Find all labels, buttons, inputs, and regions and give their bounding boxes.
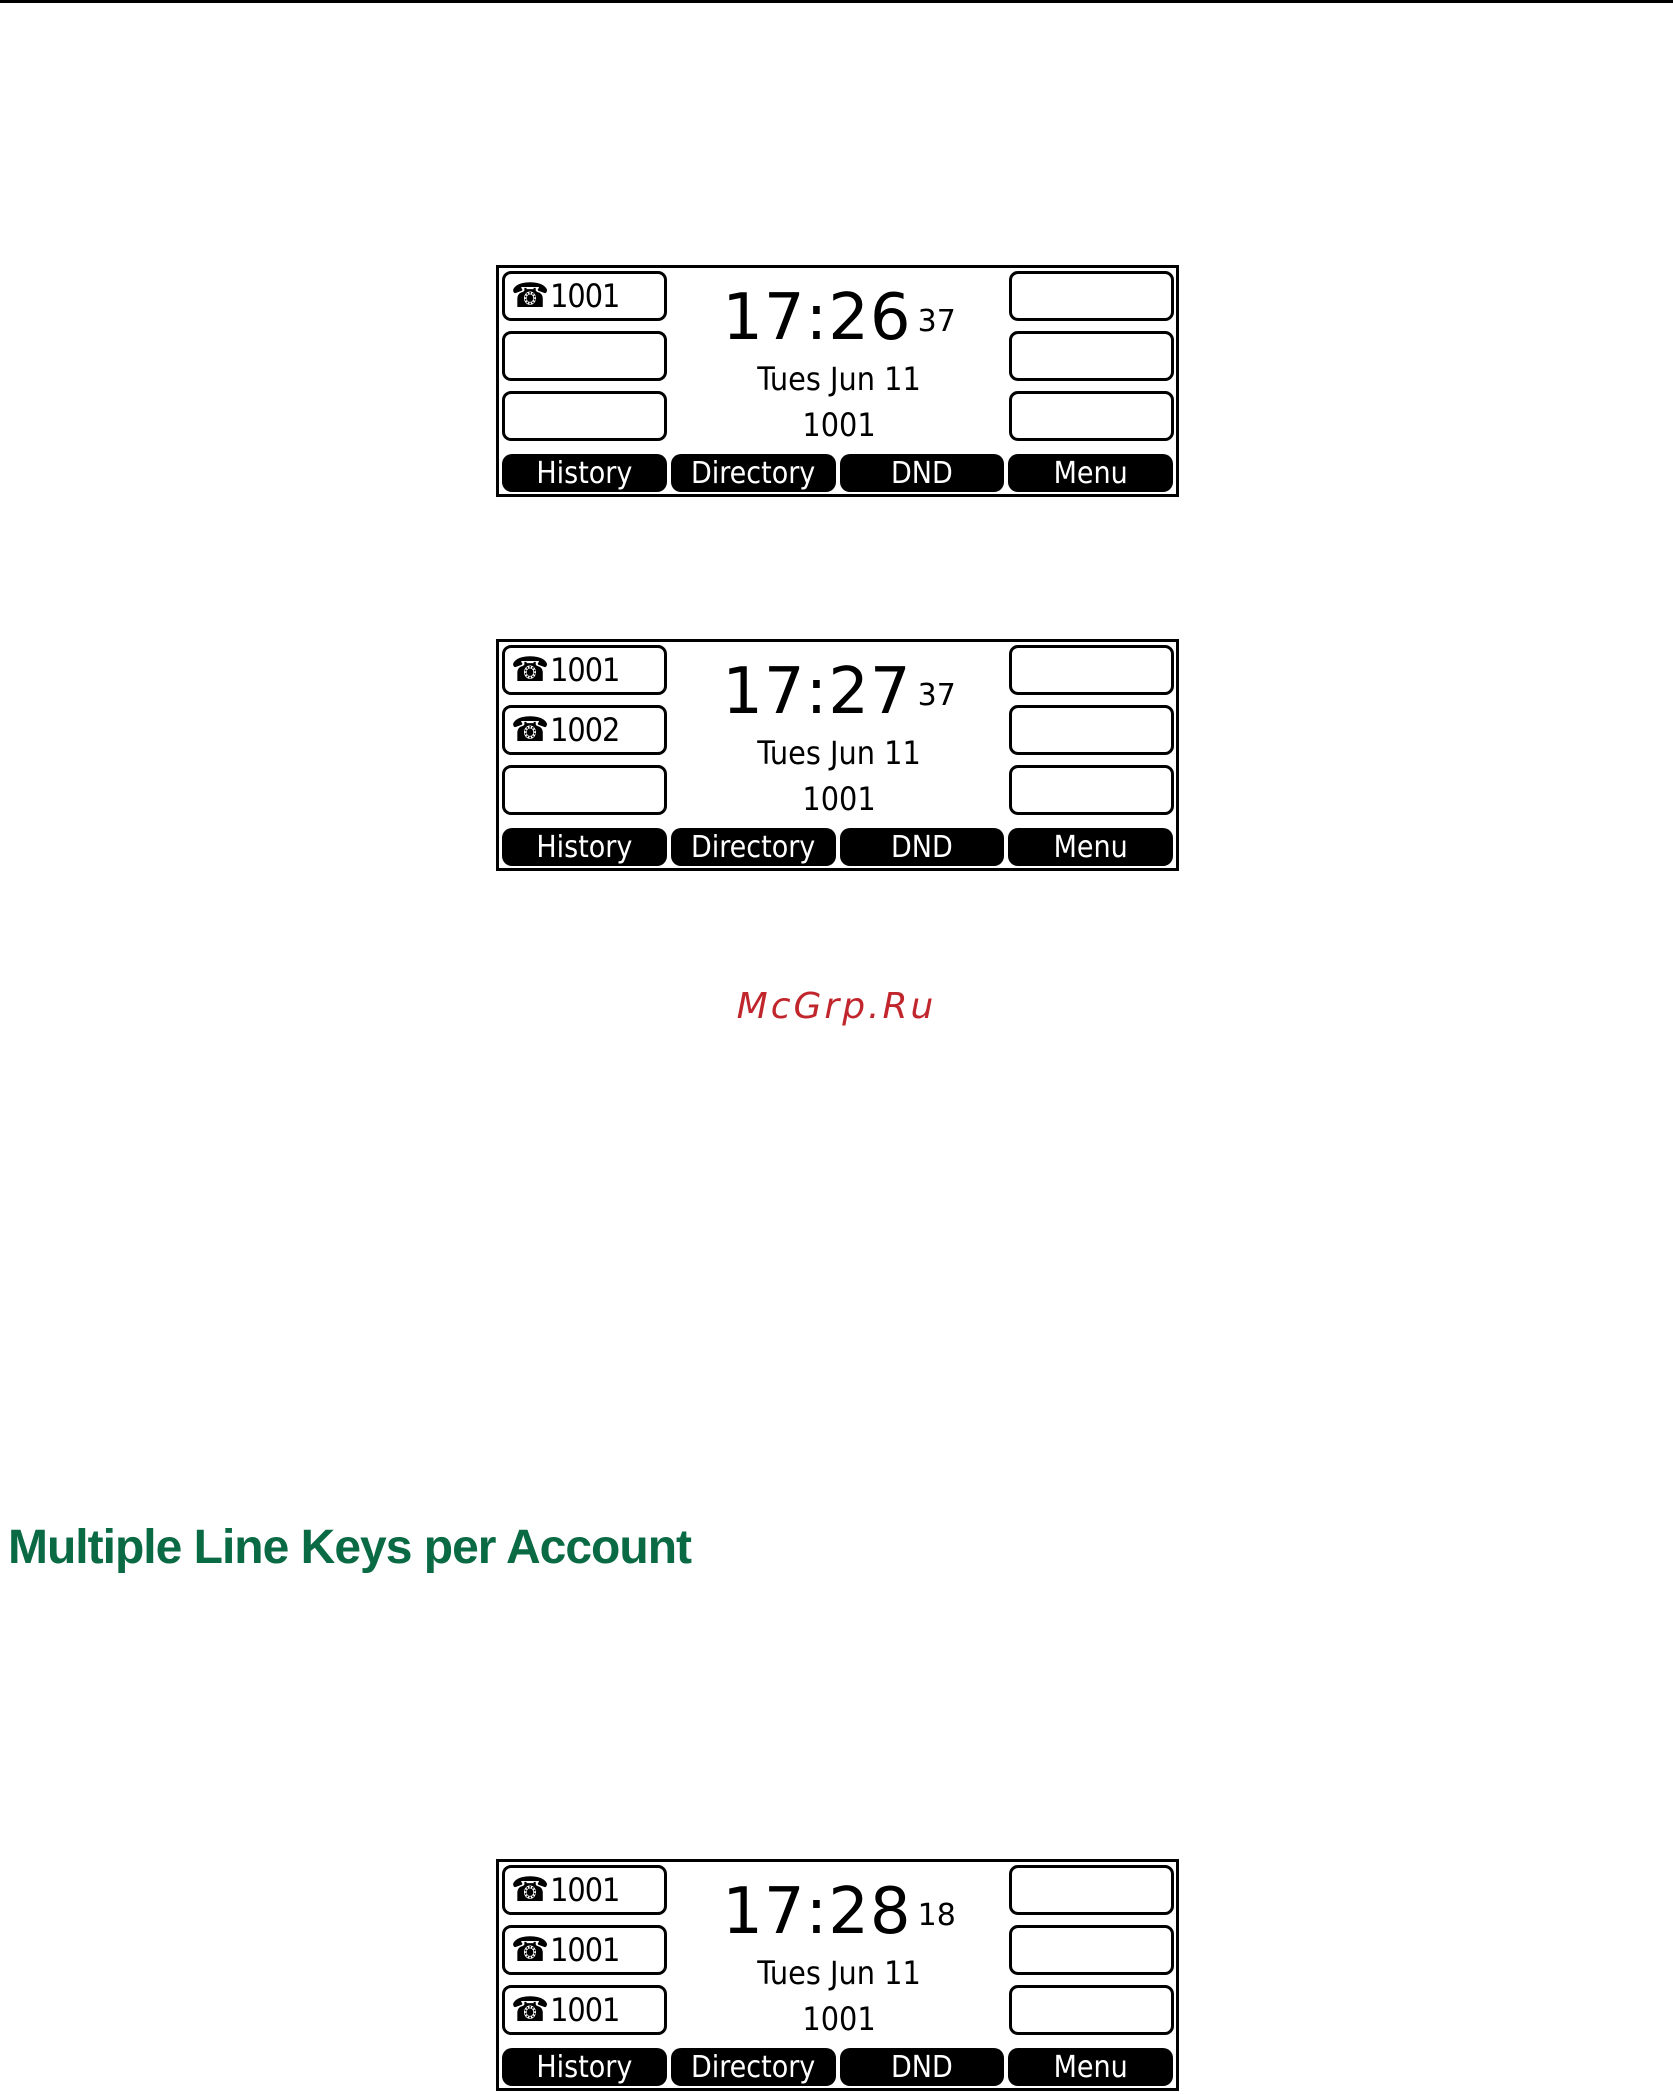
phone-screen-2 <box>496 639 1179 871</box>
line-key-2[interactable] <box>502 705 667 755</box>
page-top-rule <box>0 0 1673 3</box>
phone-screen-3 <box>496 1859 1179 2091</box>
phone-screen-1 <box>496 265 1179 497</box>
line-key-3[interactable] <box>502 1985 667 2035</box>
section-heading: Multiple Line Keys per Account <box>8 1521 691 1574</box>
account-display: 1001 <box>802 2000 876 2038</box>
line-key-4[interactable] <box>1009 271 1174 321</box>
line-key-1[interactable] <box>502 271 667 321</box>
phone-icon: ☎ <box>511 710 549 750</box>
line-key-5[interactable] <box>1009 705 1174 755</box>
clock-time: 17:28 <box>722 1875 912 1949</box>
phone-icon: ☎ <box>511 1870 549 1910</box>
line-key-2[interactable] <box>502 1925 667 1975</box>
softkey-bar <box>502 828 1173 866</box>
clock <box>669 1875 1009 1949</box>
clock-seconds: 18 <box>917 1898 956 1933</box>
phone-icon: ☎ <box>511 1990 549 2030</box>
date-display: Tues Jun 11 <box>757 1954 921 1992</box>
history-softkey[interactable]: History <box>502 2048 667 2086</box>
clock <box>669 655 1009 729</box>
line-key-label: 1001 <box>550 651 620 689</box>
line-key-5[interactable] <box>1009 331 1174 381</box>
history-softkey[interactable]: History <box>502 454 667 492</box>
account-display: 1001 <box>802 406 876 444</box>
menu-softkey[interactable]: Menu <box>1008 454 1173 492</box>
line-key-4[interactable] <box>1009 645 1174 695</box>
menu-softkey[interactable]: Menu <box>1008 828 1173 866</box>
line-key-5[interactable] <box>1009 1925 1174 1975</box>
line-key-1[interactable] <box>502 645 667 695</box>
line-key-6[interactable] <box>1009 391 1174 441</box>
clock <box>669 281 1009 355</box>
directory-softkey[interactable]: Directory <box>671 454 836 492</box>
phone-icon: ☎ <box>511 650 549 690</box>
phone-icon: ☎ <box>511 276 549 316</box>
line-key-3[interactable] <box>502 391 667 441</box>
watermark-text: McGrp.Ru <box>736 986 937 1027</box>
line-key-label: 1001 <box>550 277 620 315</box>
line-key-label: 1002 <box>550 711 620 749</box>
directory-softkey[interactable]: Directory <box>671 2048 836 2086</box>
date-display: Tues Jun 11 <box>757 734 921 772</box>
line-key-6[interactable] <box>1009 765 1174 815</box>
clock-seconds: 37 <box>917 304 956 339</box>
date-display: Tues Jun 11 <box>757 360 921 398</box>
softkey-bar <box>502 454 1173 492</box>
phone-icon: ☎ <box>511 1930 549 1970</box>
directory-softkey[interactable]: Directory <box>671 828 836 866</box>
clock-time: 17:26 <box>722 281 912 355</box>
menu-softkey[interactable]: Menu <box>1008 2048 1173 2086</box>
clock-time: 17:27 <box>722 655 912 729</box>
softkey-bar <box>502 2048 1173 2086</box>
dnd-softkey[interactable]: DND <box>840 2048 1005 2086</box>
history-softkey[interactable]: History <box>502 828 667 866</box>
line-key-label: 1001 <box>550 1931 620 1969</box>
line-key-6[interactable] <box>1009 1985 1174 2035</box>
line-key-label: 1001 <box>550 1991 620 2029</box>
account-display: 1001 <box>802 780 876 818</box>
line-key-1[interactable] <box>502 1865 667 1915</box>
line-key-label: 1001 <box>550 1871 620 1909</box>
dnd-softkey[interactable]: DND <box>840 454 1005 492</box>
line-key-2[interactable] <box>502 331 667 381</box>
line-key-3[interactable] <box>502 765 667 815</box>
dnd-softkey[interactable]: DND <box>840 828 1005 866</box>
clock-seconds: 37 <box>917 678 956 713</box>
line-key-4[interactable] <box>1009 1865 1174 1915</box>
